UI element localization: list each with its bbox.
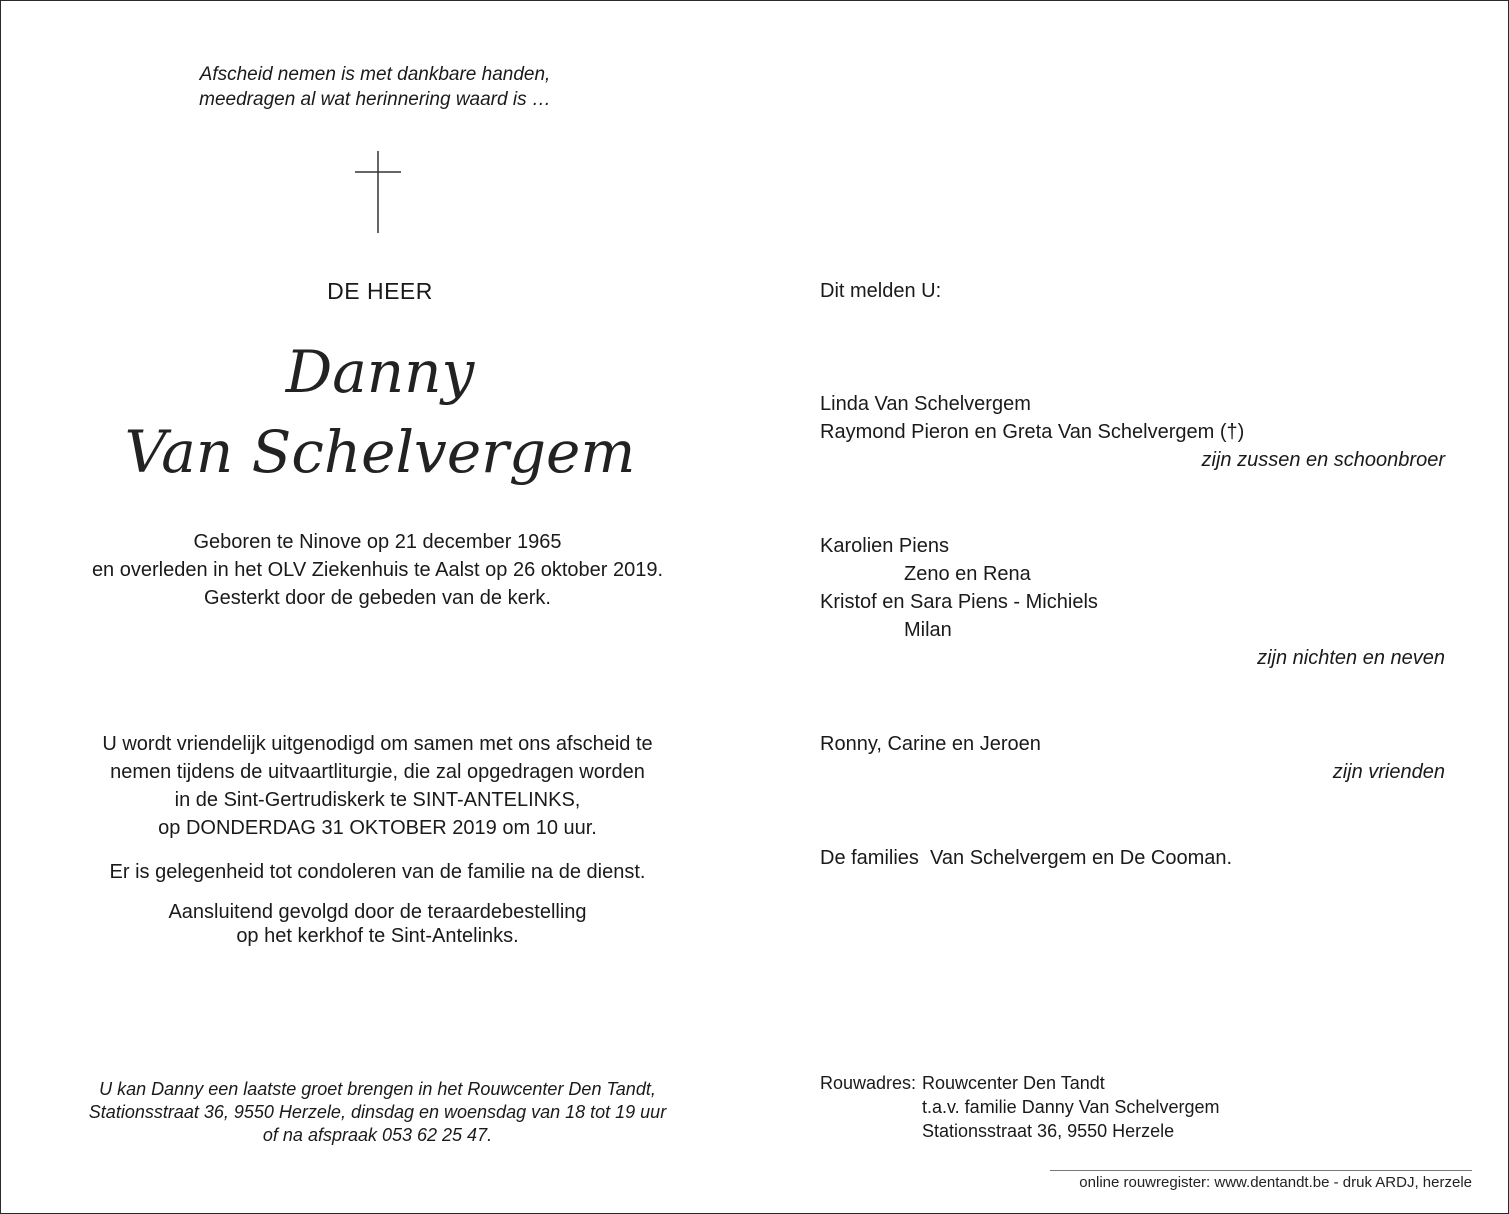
honorific-title: DE HEER: [327, 278, 433, 304]
address-label: Rouwadres:: [820, 1073, 917, 1093]
sacrament-line: Gesterkt door de gebeden van de kerk.: [204, 587, 551, 609]
visitation-note: [60, 1078, 695, 1147]
cross-icon: [354, 150, 402, 234]
announcers-intro: Dit melden U:: [820, 280, 942, 302]
invitation-line-2: nemen tijdens de uitvaartliturgie, die zal opgedragen worden: [110, 761, 645, 783]
family-children: Milan: [904, 619, 952, 641]
birth-line: Geboren te Ninove op 21 december 1965: [193, 531, 562, 553]
invitation-line-4: op DONDERDAG 31 OKTOBER 2019 om 10 uur.: [158, 817, 597, 839]
family-member: Linda Van Schelvergem: [820, 393, 1031, 415]
family-children: Zeno en Rena: [904, 563, 1031, 585]
invitation-line-1: U wordt vriendelijk uitgenodigd om samen met ons afscheid te: [102, 733, 653, 755]
relation-label: zijn zussen en schoonbroer: [1201, 449, 1445, 471]
burial-line-1: Aansluitend gevolgd door de teraardebestelling: [168, 901, 587, 923]
address-line-2: t.a.v. familie Danny Van Schelvergem: [922, 1097, 1220, 1117]
family-group-nieces-nephews: [820, 532, 1445, 672]
burial-note: [60, 900, 695, 948]
first-name: Danny: [285, 338, 475, 406]
relation-label: zijn vrienden: [1332, 761, 1445, 783]
family-group-siblings: [820, 390, 1445, 474]
visit-line-1: U kan Danny een laatste groet brengen in het Rouwcenter Den Tandt,: [99, 1079, 656, 1099]
last-name: Van Schelvergem: [124, 418, 636, 486]
family-group-friends: [820, 730, 1445, 786]
quote-line-1: Afscheid nemen is met dankbare handen,: [199, 64, 551, 85]
condolence-note: Er is gelegenheid tot condoleren van de familie na de dienst.: [109, 861, 646, 883]
family-member: Raymond Pieron en Greta Van Schelvergem (†): [820, 421, 1245, 443]
birth-death-info: [60, 528, 695, 612]
footer-credits: online rouwregister: www.dentandt.be - druk ARDJ, herzele: [1079, 1174, 1472, 1191]
visit-line-3: of na afspraak 053 62 25 47.: [262, 1125, 493, 1145]
family-member: Karolien Piens: [820, 535, 949, 557]
mourning-address: [820, 1071, 1219, 1143]
death-line: en overleden in het OLV Ziekenhuis te Aalst op 26 oktober 2019.: [91, 559, 664, 581]
quote-line-2: meedragen al wat herinnering waard is …: [199, 89, 551, 110]
families-line: De families Van Schelvergem en De Cooman.: [820, 847, 1233, 869]
relation-label: zijn nichten en neven: [1257, 647, 1445, 669]
burial-line-2: op het kerkhof te Sint-Antelinks.: [236, 925, 519, 947]
opening-quote: [100, 62, 650, 112]
deceased-name: [60, 332, 700, 492]
invitation-line-3: in de Sint-Gertrudiskerk te SINT-ANTELINKS,: [174, 789, 581, 811]
footer-divider: [1050, 1170, 1472, 1171]
funeral-invitation: [60, 730, 695, 842]
address-line-3: Stationsstraat 36, 9550 Herzele: [922, 1121, 1175, 1141]
family-member: Kristof en Sara Piens - Michiels: [820, 591, 1098, 613]
address-line-1: Rouwcenter Den Tandt: [922, 1073, 1105, 1093]
family-member: Ronny, Carine en Jeroen: [820, 733, 1041, 755]
visit-line-2: Stationsstraat 36, 9550 Herzele, dinsdag en woensdag van 18 tot 19 uur: [88, 1102, 667, 1122]
